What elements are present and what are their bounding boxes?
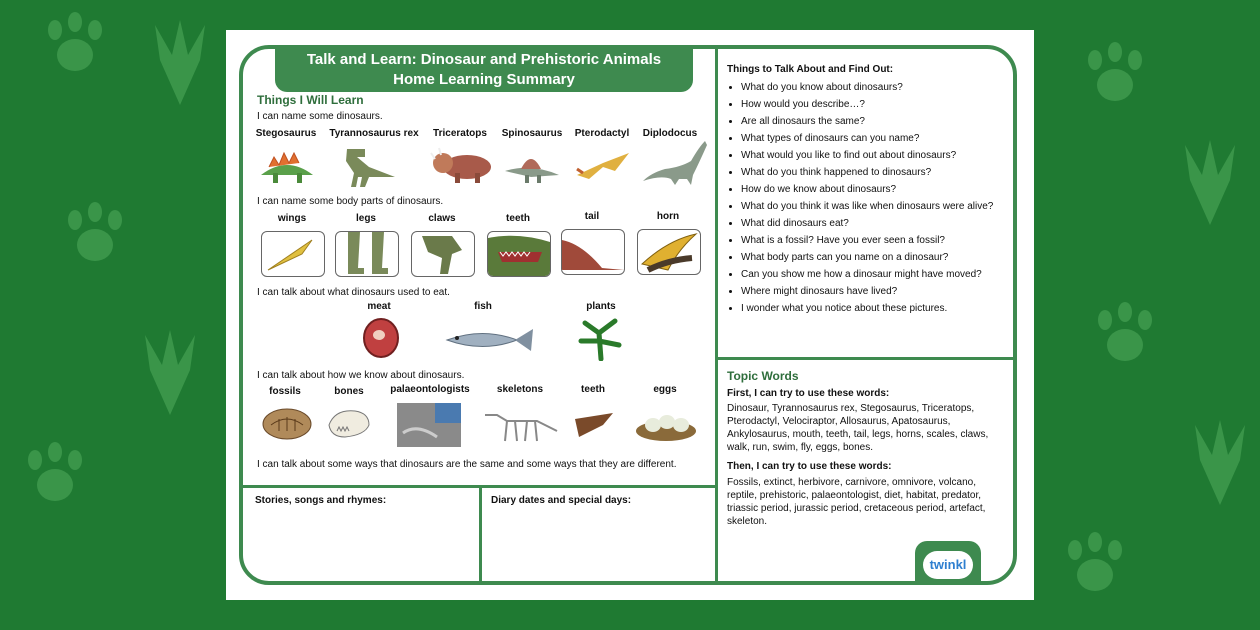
list-item: • What do you think happened to dinosaurs?: [741, 166, 1017, 179]
title-line-2: Home Learning Summary: [393, 71, 575, 88]
title-tab: [275, 49, 693, 92]
worksheet: [226, 30, 1034, 600]
stories-label: Stories, songs and rhymes:: [255, 495, 387, 506]
footprint-icon: [150, 20, 210, 110]
worksheet-frame: [239, 45, 1017, 585]
learn-heading: Things I Will Learn: [257, 93, 364, 107]
eggs-icon: [635, 409, 697, 446]
evidence-label: skeletons: [496, 384, 544, 395]
plants-icon: [577, 313, 625, 366]
diplodocus-icon: [641, 137, 711, 192]
list-item: • Where might dinosaurs have lived?: [741, 285, 1017, 298]
bones-icon: [325, 405, 373, 448]
food-label: plants: [586, 301, 616, 312]
footprint-icon: [60, 200, 130, 270]
evidence-label: bones: [334, 386, 364, 397]
meat-icon: [361, 317, 401, 364]
evidence-label: teeth: [581, 384, 605, 395]
list-item: • What is a fossil? Have you ever seen a fossil?: [741, 234, 1017, 247]
twinkl-logo: [915, 541, 981, 585]
list-item: • Can you show me how a dinosaur might have moved?: [741, 268, 1017, 281]
dino-label: Pterodactyl: [574, 128, 630, 139]
footprint-icon: [1190, 420, 1250, 510]
footprint-icon: [20, 440, 90, 510]
footprint-icon: [40, 10, 110, 80]
teeth-image: [487, 231, 551, 277]
talk-heading: Things to Talk About and Find Out:: [727, 64, 894, 75]
then-words: Fossils, extinct, herbivore, carnivore, omnivore, volcano, reptile, prehistoric, palaeontologist, diet, habitat, predator, triassic period, jurassic period, cretaceous period, artefact, skeleton.: [727, 477, 986, 527]
wings-image: [261, 231, 325, 277]
column-divider: [715, 49, 718, 581]
tooth-icon: [573, 411, 617, 444]
footprint-icon: [1180, 140, 1240, 230]
first-words: Dinosaur, Tyrannosaurus rex, Stegosaurus, Triceratops, Pterodactyl, Velociraptor, Allosaurus, Apatosaurus, Ankylosaurus, mouth, teeth, tail, legs, horns, scales, claws, walk, run, swim, fly, eggs, bones.: [727, 403, 989, 453]
pterodactyl-icon: [575, 149, 631, 190]
stegosaurus-icon: [257, 145, 319, 190]
bottom-column-divider: [479, 485, 482, 581]
topic-heading: Topic Words: [727, 369, 799, 383]
list-item: • What would you like to find out about dinosaurs?: [741, 149, 1017, 162]
names-intro: I can name some dinosaurs.: [257, 111, 383, 122]
food-label: meat: [367, 301, 391, 312]
evidence-label: palaeontologists: [390, 384, 470, 395]
list-item: • I wonder what you notice about these pictures.: [741, 302, 1017, 315]
skeleton-icon: [481, 405, 561, 450]
legs-image: [335, 231, 399, 277]
food-intro: I can talk about what dinosaurs used to eat.: [257, 287, 450, 298]
dino-label: Stegosaurus: [255, 128, 317, 139]
evidence-label: eggs: [653, 384, 677, 395]
footprint-icon: [1060, 530, 1130, 600]
list-item: • What do you think it was like when dinosaurs were alive?: [741, 200, 1017, 213]
part-label: wings: [277, 213, 307, 224]
food-label: fish: [474, 301, 492, 312]
title-line-1: Talk and Learn: Dinosaur and Prehistoric Animals: [306, 51, 662, 68]
fish-icon: [443, 325, 535, 360]
part-label: claws: [428, 213, 456, 224]
first-words-label: First, I can try to use these words:: [727, 388, 890, 399]
footprint-icon: [1080, 40, 1150, 110]
diary-label: Diary dates and special days:: [491, 495, 632, 506]
dino-label: Spinosaurus: [501, 128, 563, 139]
know-intro: I can talk about how we know about dinosaurs.: [257, 370, 465, 381]
footprint-icon: [140, 330, 200, 420]
list-item: • How would you describe…?: [741, 98, 1017, 111]
list-item: • What body parts can you name on a dinosaur?: [741, 251, 1017, 264]
triceratops-icon: [429, 147, 495, 190]
footprint-icon: [1090, 300, 1160, 370]
part-label: teeth: [506, 213, 530, 224]
evidence-label: fossils: [269, 386, 301, 397]
list-item: • What do you know about dinosaurs?: [741, 81, 1017, 94]
dino-label: Tyrannosaurus rex: [329, 128, 419, 139]
palaeontologists-image: [397, 403, 461, 452]
then-words-label: Then, I can try to use these words:: [727, 461, 892, 472]
compare-text: I can talk about some ways that dinosaurs are the same and some ways that they are different.: [257, 459, 677, 470]
part-label: legs: [355, 213, 376, 224]
question-list: [727, 81, 1017, 319]
right-divider: [715, 357, 1015, 360]
tail-image: [561, 229, 625, 275]
tyrannosaurus-icon: [341, 143, 403, 194]
logo-text: twinkl: [923, 551, 973, 579]
spinosaurus-icon: [501, 149, 563, 190]
part-label: horn: [656, 211, 680, 222]
list-item: • Are all dinosaurs the same?: [741, 115, 1017, 128]
fossil-icon: [261, 407, 313, 446]
dino-label: Diplodocus: [642, 128, 698, 139]
dino-label: Triceratops: [433, 128, 487, 139]
part-label: tail: [584, 211, 600, 222]
list-item: • What types of dinosaurs can you name?: [741, 132, 1017, 145]
parts-intro: I can name some body parts of dinosaurs.: [257, 196, 444, 207]
list-item: • How do we know about dinosaurs?: [741, 183, 1017, 196]
list-item: • What did dinosaurs eat?: [741, 217, 1017, 230]
claws-image: [411, 231, 475, 277]
horn-image: [637, 229, 701, 275]
